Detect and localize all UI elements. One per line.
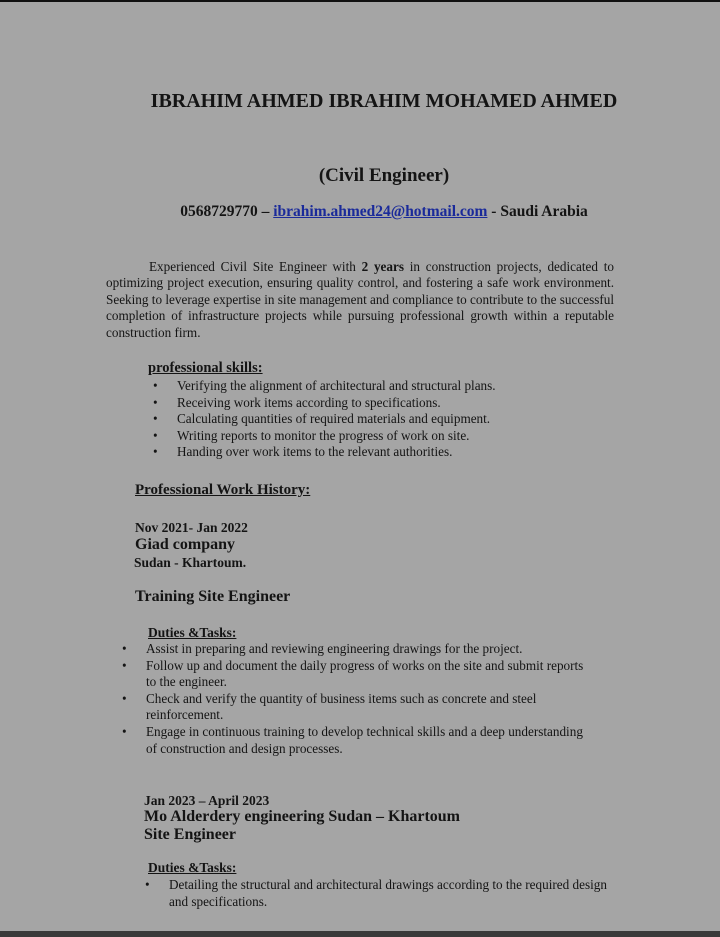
list-item: • Check and verify the quantity of business items such as concrete and steel reinforcement. [146,691,586,724]
list-item: • Detailing the structural and architectural drawings according to the required design and specifications. [169,877,609,910]
list-item: • Handing over work items to the relevant authorities. [177,444,617,461]
work-history-heading: Professional Work History: [135,482,311,498]
duties-list [146,641,586,757]
list-item: • Engage in continuous training to develop technical skills and a deep understanding of construction and design processes. [146,724,586,757]
duties-list [169,877,609,910]
job-dates: Nov 2021- Jan 2022 [135,520,248,535]
list-item: • Verifying the alignment of architectural and structural plans. [177,378,617,395]
list-item: • Follow up and document the daily progress of works on the site and submit reports to the engineer. [146,658,586,691]
list-item: • Receiving work items according to specifications. [177,395,617,412]
job-company: Mo Alderdery engineering Sudan – Khartoum [144,808,461,825]
summary-text: Experienced Civil Site Engineer with [149,259,362,274]
location: - Saudi Arabia [491,203,588,220]
candidate-name: IBRAHIM AHMED IBRAHIM MOHAMED AHMED [150,90,618,112]
job-location: Sudan - Khartoum. [134,555,247,570]
job-dates: Jan 2023 – April 2023 [144,793,270,808]
summary-bold: 2 years [361,259,404,274]
bottom-border [0,931,720,937]
candidate-role: (Civil Engineer) [318,165,450,186]
top-border [0,0,720,2]
contact-line [100,203,668,221]
duties-heading: Duties &Tasks: [148,860,237,875]
skills-heading: professional skills: [148,360,263,376]
job-title: Training Site Engineer [135,588,291,605]
list-item: • Writing reports to monitor the progress of work on site. [177,428,617,445]
duties-heading: Duties &Tasks: [148,625,237,640]
job-company: Giad company [135,536,236,553]
phone: 0568729770 – [180,203,270,220]
email-link[interactable]: ibrahim.ahmed24@hotmail.com [273,203,488,220]
list-item: • Assist in preparing and reviewing engineering drawings for the project. [146,641,586,658]
skills-list [177,378,617,461]
summary [106,259,614,341]
summary-text-rest: in construction projects, dedicated to optimizing project execution, ensuring quality control, and fostering a safe work environment. Seeking to leverage expertise in site management and compliance to contribute to the successful completion of infrastructure projects while pursuing professional growth within a reputable construction firm. [106,259,614,340]
list-item: • Calculating quantities of required materials and equipment. [177,411,617,428]
job-title: Site Engineer [144,826,236,843]
